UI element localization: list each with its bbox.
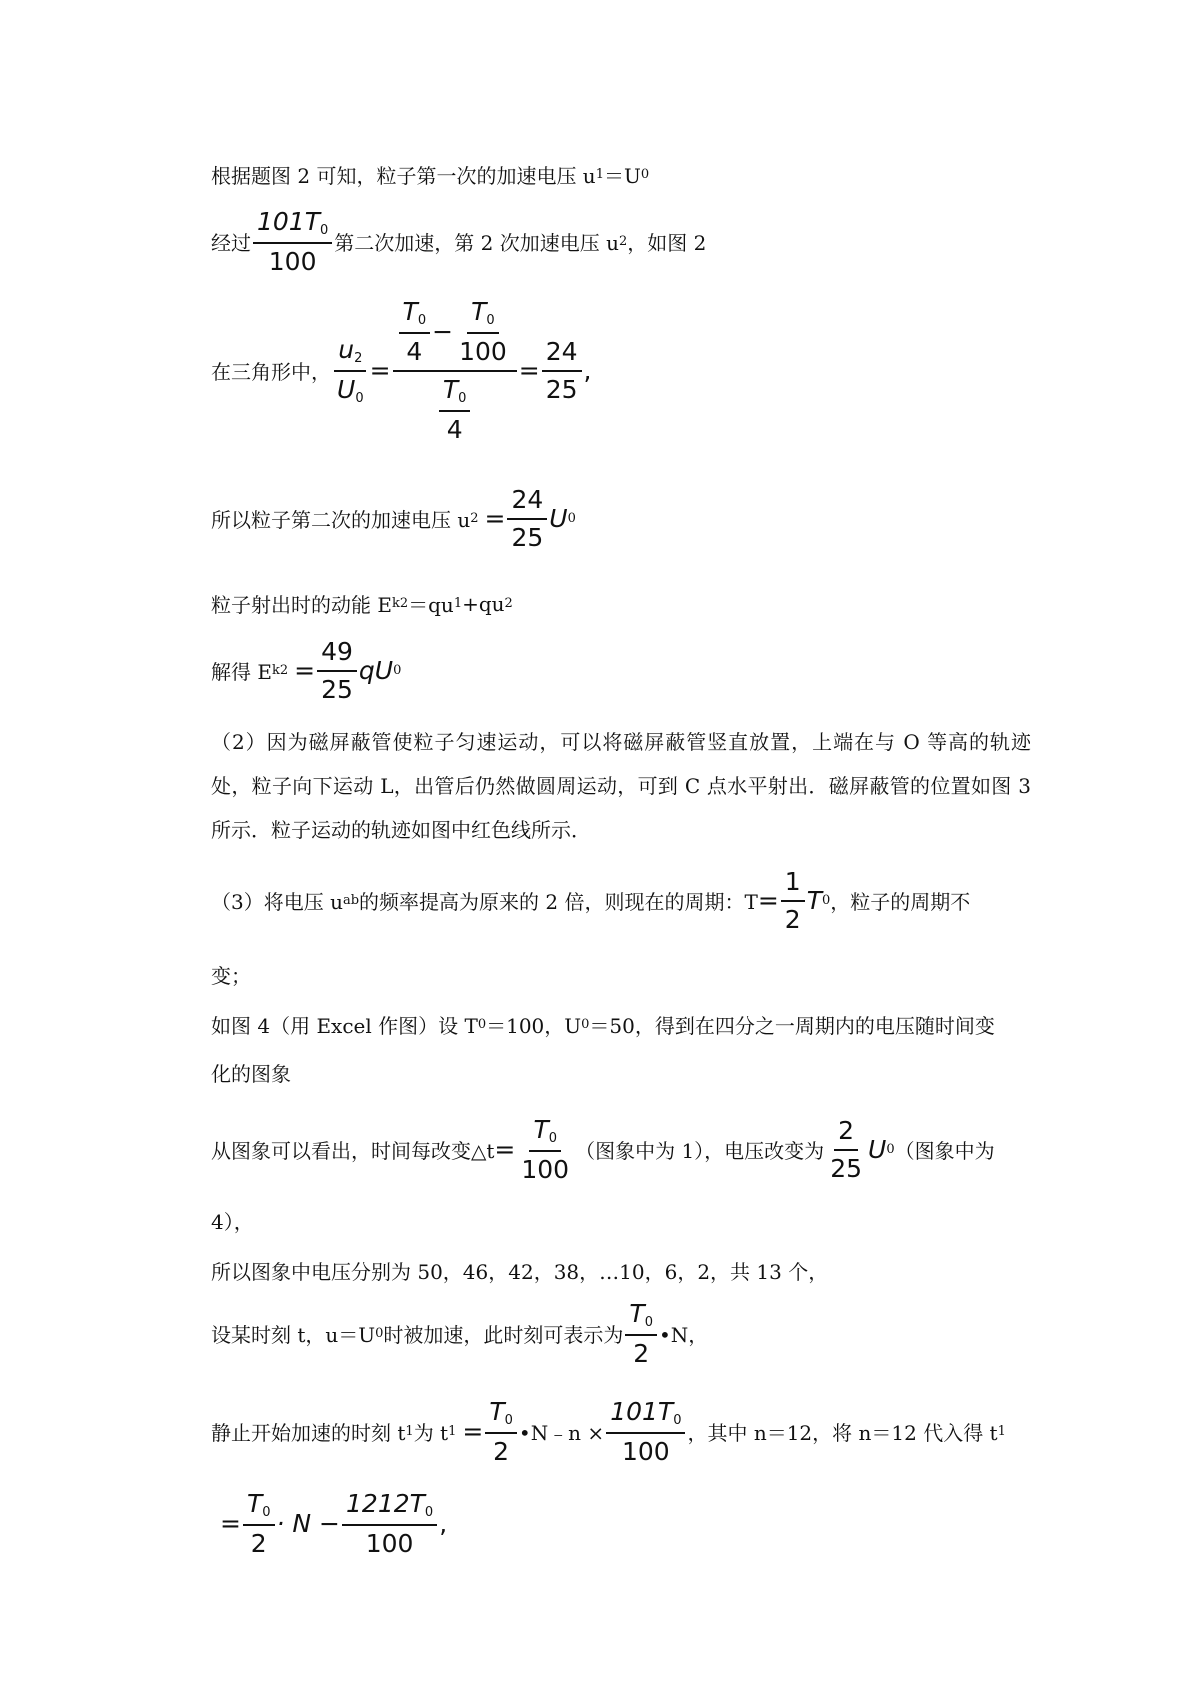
fraction-24-25	[507, 486, 547, 551]
sub: 0	[355, 390, 364, 406]
equals: =	[220, 1509, 241, 1539]
denominator: 25	[545, 374, 578, 404]
line-second-voltage	[211, 486, 576, 551]
line-delta-t-cont: 4），	[211, 1210, 254, 1234]
numerator: 49	[317, 638, 357, 672]
sub: 2	[470, 511, 479, 526]
denominator: 100	[365, 1529, 414, 1559]
numerator: 1212T	[346, 1489, 425, 1518]
text: ，粒子的周期不	[830, 890, 971, 914]
equals: =	[369, 356, 391, 386]
fraction-49-25	[317, 638, 357, 703]
sub: 0	[458, 390, 467, 406]
sub: 0	[417, 313, 427, 328]
text: 从图象可以看出，时间每改变△t	[211, 1139, 495, 1164]
equals: =	[494, 1135, 516, 1165]
sub: 0	[640, 167, 650, 182]
denominator: 2	[493, 1437, 510, 1467]
sub: 0	[548, 1131, 558, 1146]
text: +qu	[462, 591, 505, 616]
sub: 2	[504, 596, 513, 611]
sub: 1	[405, 1424, 414, 1440]
text: 粒子射出时的动能 E	[211, 593, 392, 617]
text: 所以粒子第二次的加速电压 u	[211, 508, 471, 532]
equals: =	[484, 504, 506, 533]
denominator: 25	[511, 522, 544, 552]
denominator: 4	[446, 415, 463, 445]
numerator: T	[471, 297, 487, 326]
denominator: 2	[633, 1339, 650, 1369]
sub: 0	[375, 1326, 384, 1342]
sub: 0	[886, 1142, 895, 1158]
sub: 0	[821, 893, 831, 908]
text: · N −	[276, 1509, 341, 1539]
text: ＝qu	[408, 593, 454, 617]
line-triangle-ratio	[211, 298, 592, 444]
paragraph-part-2: （2）因为磁屏蔽管使粒子匀速运动，可以将磁屏蔽管竖直放置，上端在与 O 等高的轨迹处，粒子向下运动 L，出管后仍然做圆周运动，可到 C 点水平射出．磁屏蔽管的位置如图 3 所示．粒子运动的轨迹如图中红色线所示．	[211, 730, 1031, 842]
denominator: 4	[406, 337, 423, 367]
line-voltage-values: 所以图象中电压分别为 50，46，42，38，…10，6，2，共 13 个，	[211, 1260, 829, 1284]
fraction-1212T0-100	[342, 1490, 437, 1558]
fraction-1-2	[781, 868, 805, 933]
sub: 0	[320, 223, 329, 238]
sub: k2	[271, 663, 289, 678]
line-solution-energy	[211, 638, 401, 703]
variable: qU	[358, 656, 394, 685]
variable: U	[868, 1135, 887, 1165]
fraction-T0-2	[243, 1490, 275, 1558]
fraction-101T0-100	[606, 1398, 685, 1466]
numerator: T	[533, 1115, 549, 1144]
denominator: 100	[268, 247, 317, 277]
numerator: 101T	[610, 1397, 674, 1426]
text: ＝100，U	[486, 1014, 582, 1038]
text: ，如图 2	[627, 231, 707, 256]
sub: k2	[391, 596, 409, 611]
equals: =	[757, 886, 779, 915]
sub: 0	[477, 1017, 487, 1032]
denominator: 100	[521, 1155, 570, 1185]
denominator: U	[337, 374, 356, 404]
fraction-T0-2	[625, 1300, 657, 1368]
text: 时被加速，此时刻可表示为	[383, 1323, 624, 1348]
text: ＝U	[603, 164, 641, 188]
sub: 0	[673, 1413, 682, 1428]
denominator: 25	[321, 674, 353, 704]
text: 在三角形中，	[211, 360, 331, 385]
sub: 0	[644, 1315, 653, 1330]
denominator: 2	[784, 904, 801, 934]
sub: 2	[618, 234, 628, 250]
sub: 0	[393, 663, 402, 678]
text: 的频率提高为原来的 2 倍，则现在的周期：T	[359, 890, 758, 914]
line-figure-4-cont: 化的图象	[211, 1062, 291, 1086]
numerator: T	[246, 1489, 263, 1518]
text: （图象中为	[894, 1139, 995, 1164]
line-delta-t	[211, 1116, 995, 1184]
text: 为 t	[413, 1421, 449, 1446]
sub: 0	[581, 1017, 590, 1032]
numerator: 24	[542, 338, 582, 372]
text: 设某时刻 t，u＝U	[211, 1323, 376, 1348]
sub: 1	[595, 167, 604, 182]
numerator: 1	[781, 868, 805, 902]
sub: 0	[567, 511, 576, 526]
equals: =	[462, 1417, 484, 1447]
text: 如图 4（用 Excel 作图）设 T	[211, 1014, 478, 1038]
line-second-acceleration	[211, 208, 706, 276]
line-t1-result	[220, 1490, 447, 1558]
sub: 1	[448, 1424, 457, 1440]
text: •N，	[658, 1323, 709, 1348]
line-part-3-cont: 变；	[211, 964, 251, 988]
sub: 1	[997, 1424, 1006, 1440]
text: 第二次加速，第 2 次加速电压 u	[334, 231, 619, 256]
fraction-101T0-100	[253, 208, 332, 276]
numerator: T	[402, 297, 418, 326]
text: ，其中 n＝12，将 n＝12 代入得 t	[687, 1421, 998, 1446]
line-start-moment	[211, 1398, 1006, 1466]
denominator: 100	[459, 337, 507, 367]
numerator: T	[489, 1397, 505, 1426]
sub: 0	[486, 313, 495, 328]
sub: 0	[504, 1413, 513, 1428]
text: 解得 E	[211, 660, 272, 684]
text: ＝50，得到在四分之一周期内的电压随时间变	[589, 1014, 995, 1038]
line-figure-4	[211, 1010, 995, 1039]
text: 静止开始加速的时刻 t	[211, 1421, 406, 1446]
numerator: u	[338, 334, 355, 364]
denominator: 100	[621, 1437, 670, 1467]
sub: 0	[262, 1505, 271, 1520]
variable: T	[806, 886, 822, 915]
sub: 1	[453, 596, 463, 611]
numerator: 24	[507, 486, 547, 520]
line-moment-t	[211, 1300, 708, 1368]
numerator: 101T	[257, 207, 320, 236]
line-part-3	[211, 868, 970, 933]
comma: ,	[439, 1509, 448, 1539]
fraction-T0-2	[485, 1398, 517, 1466]
numerator: T	[442, 374, 459, 404]
text: （图象中为 1），电压改变为	[575, 1139, 825, 1164]
comma: ,	[583, 356, 592, 386]
fraction-T0-100	[517, 1116, 573, 1184]
line-first-voltage	[211, 160, 649, 189]
minus: −	[432, 317, 454, 347]
compound-fraction	[393, 298, 517, 444]
numerator: 2	[834, 1117, 858, 1151]
text: 经过	[211, 231, 251, 256]
variable: U	[549, 504, 568, 533]
equals: =	[518, 356, 540, 386]
text: 根据题图 2 可知，粒子第一次的加速电压 u	[211, 164, 596, 188]
fraction-u2-U0	[333, 336, 368, 407]
fraction-2-25	[826, 1117, 866, 1182]
line-kinetic-energy	[211, 589, 513, 618]
denominator: 25	[830, 1153, 862, 1183]
text: （3）将电压 u	[211, 890, 343, 914]
fraction-24-25	[542, 338, 582, 403]
denominator: 2	[250, 1529, 267, 1559]
numerator: T	[629, 1299, 645, 1328]
sub: ab	[342, 893, 360, 908]
sub: 0	[424, 1505, 434, 1520]
sub: 2	[354, 350, 363, 366]
text: •N﹣n ×	[518, 1421, 605, 1446]
equals: =	[294, 656, 316, 685]
